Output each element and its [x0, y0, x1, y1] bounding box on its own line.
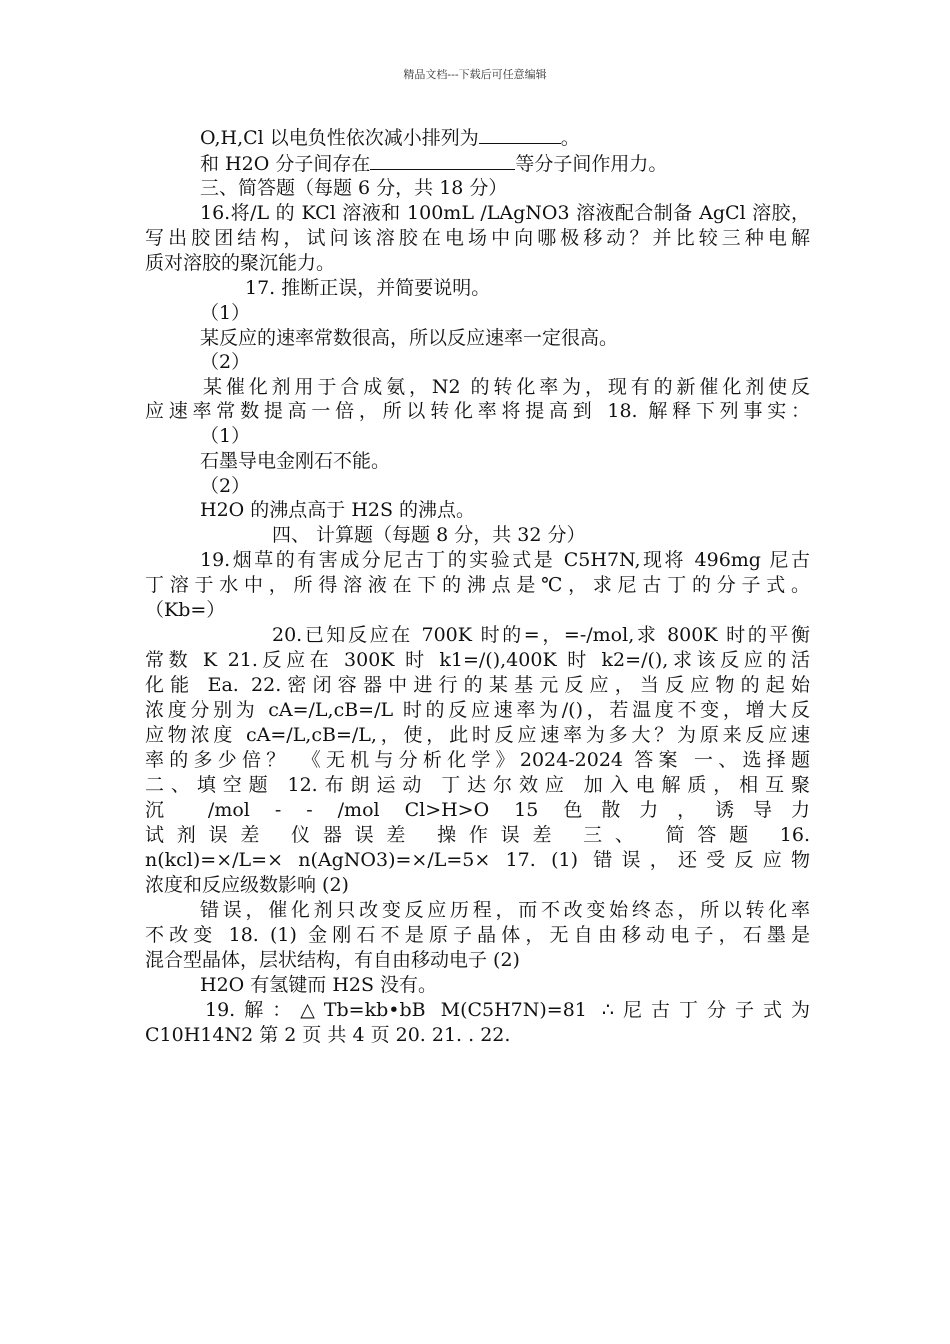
body-line-2: 常数 K 21.反应在 300K 时 k1=/(),400K 时 k2=/(),求该反应的活	[145, 649, 810, 671]
q14-end: 。	[560, 127, 580, 149]
body-line-14: 混合型晶体，层状结构，有自由移动电子 (2)	[145, 949, 520, 971]
body-line-12: 错误，催化剂只改变反应历程，而不改变始终态，所以转化率	[200, 899, 810, 921]
q18-p1-text: 石墨导电金刚石不能。	[200, 450, 391, 472]
body-line-4: 浓度分别为 cA=/L,cB=/L 时的反应速率为/()，若温度不变，增大反	[145, 699, 810, 721]
q15-post: 等分子间作用力。	[515, 153, 668, 175]
body-line-9: 试剂误差 仪器误差 操作误差 三、 简答题 16.	[145, 824, 810, 846]
q15-pre: 和 H2O 分子间存在	[200, 153, 371, 175]
q17-p1-num: （1）	[200, 302, 251, 324]
q14-text: O,H,Cl 以电负性依次减小排列为	[200, 127, 479, 149]
body-line-10: n(kcl)=×/L=× n(AgNO3)=×/L=5× 17. (1) 错误，还受反应物	[145, 849, 810, 871]
body-line-15: H2O 有氢键而 H2S 没有。	[200, 974, 438, 996]
body-line-6: 率的多少倍？ 《无机与分析化学》2024-2024 答案 一、选择题	[145, 749, 810, 771]
q16-line-1: 16.将/L 的 KCl 溶液和 100mL /LAgNO3 溶液配合制备 AgCl 溶胶，	[200, 202, 810, 224]
body-line-17: C10H14N2 第 2 页 共 4 页 20. 21. . 22.	[145, 1024, 511, 1046]
body-line-16: 19.解：△Tb=kb•bB M(C5H7N)=81 ∴尼古丁分子式为	[205, 999, 810, 1021]
q15-blank[interactable]	[370, 151, 515, 170]
q17-p2-line-1: 某催化剂用于合成氨，N2 的转化率为，现有的新催化剂使反	[203, 376, 810, 398]
q19-line-3: （Kb=）	[145, 599, 226, 621]
body-line-5: 应物浓度 cA=/L,cB=/L,，使，此时反应速率为多大？为原来反应速	[145, 724, 810, 746]
body-line-13: 不改变 18. (1) 金刚石不是原子晶体，无自由移动电子，石墨是	[145, 924, 810, 946]
q19-line-2: 丁溶于水中，所得溶液在下的沸点是℃，求尼古丁的分子式。	[145, 574, 810, 596]
body-line-8: 沉 /mol - - /mol Cl>H>O 15 色散力，诱导力	[145, 799, 810, 821]
q17-title: 17. 推断正误，并简要说明。	[245, 277, 491, 299]
q14-line	[200, 125, 820, 150]
q18-p2-num: （2）	[200, 475, 251, 497]
section4-heading: 四、 计算题（每题 8 分，共 32 分）	[272, 524, 586, 546]
q18-p1-num: （1）	[200, 425, 251, 447]
body-line-7: 二、填空题 12.布朗运动 丁达尔效应 加入电解质，相互聚	[145, 774, 810, 796]
q17-p1-text: 某反应的速率常数很高，所以反应速率一定很高。	[200, 327, 619, 349]
q18-p2-text: H2O 的沸点高于 H2S 的沸点。	[200, 499, 476, 521]
q15-line	[200, 151, 820, 176]
body-line-11: 浓度和反应级数影响 (2)	[145, 874, 349, 896]
q14-blank[interactable]	[479, 125, 561, 144]
section3-heading: 三、简答题（每题 6 分，共 18 分）	[200, 177, 508, 199]
q16-line-2: 写出胶团结构，试问该溶胶在电场中向哪极移动？并比较三种电解	[145, 227, 810, 249]
q16-line-3: 质对溶胶的聚沉能力。	[145, 252, 336, 274]
body-line-3: 化能 Ea. 22.密闭容器中进行的某基元反应，当反应物的起始	[145, 674, 810, 696]
page-header: 精品文档---下载后可任意编辑	[403, 68, 547, 81]
q17-p2-num: （2）	[200, 351, 251, 373]
q17-p2-line-2: 应速率常数提高一倍，所以转化率将提高到 18. 解释下列事实：	[145, 400, 810, 422]
body-line-1: 20.已知反应在 700K 时的=，=-/mol,求 800K 时的平衡	[272, 624, 810, 646]
q19-line-1: 19.烟草的有害成分尼古丁的实验式是 C5H7N,现将 496mg 尼古	[200, 549, 810, 571]
